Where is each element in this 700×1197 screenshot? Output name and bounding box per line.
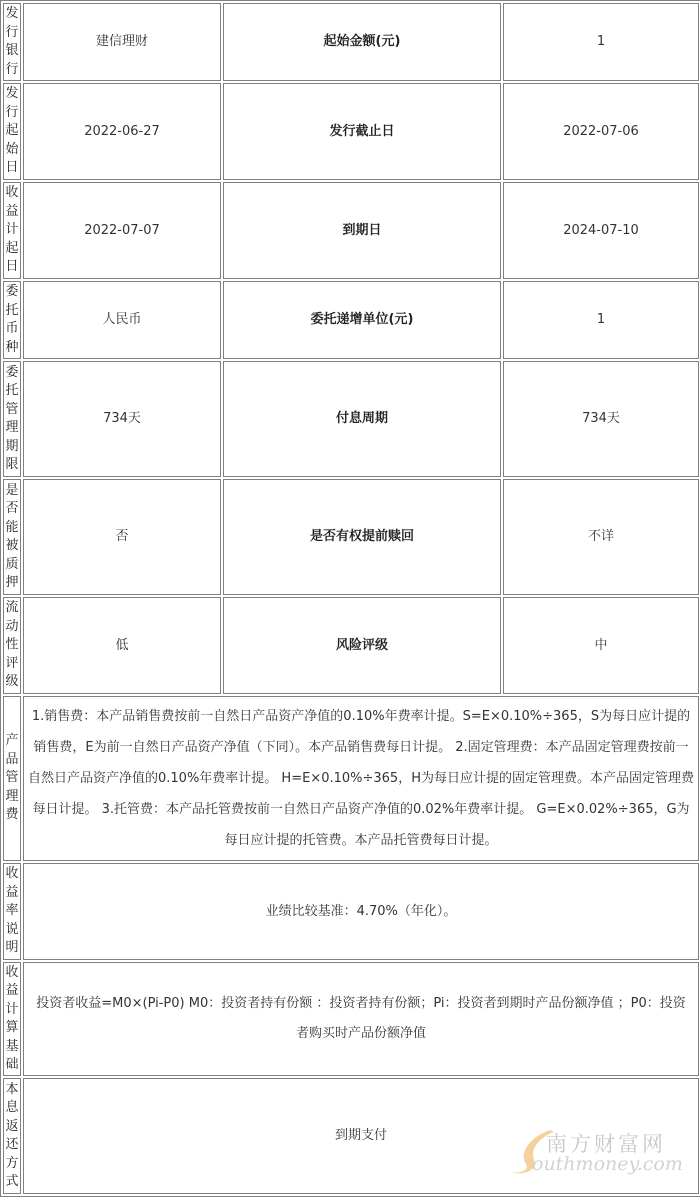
- row-value: 2024-07-10: [503, 182, 699, 279]
- row-key: 委托递增单位(元): [223, 281, 501, 359]
- row-label: 发行银行: [3, 3, 21, 81]
- row-label: 发行起始日: [3, 83, 21, 180]
- row-value: 人民币: [23, 281, 221, 359]
- row-value: 2022-07-06: [503, 83, 699, 180]
- table-row: [3, 182, 699, 279]
- table-row: [3, 361, 699, 477]
- table-row: [3, 281, 699, 359]
- row-value: 2022-07-07: [23, 182, 221, 279]
- repay-description: 到期支付: [23, 1078, 699, 1194]
- yield-label: 收益率说明: [3, 863, 21, 960]
- row-label: 委托管理期限: [3, 361, 21, 477]
- row-label: 流动性评级: [3, 597, 21, 694]
- row-value: 734天: [503, 361, 699, 477]
- row-value: 不详: [503, 479, 699, 595]
- basis-label: 收益计算基础: [3, 962, 21, 1076]
- repay-label: 本息返还方式: [3, 1078, 21, 1194]
- fee-description: 1.销售费：本产品销售费按前一自然日产品资产净值的0.10%年费率计提。S=E×0.10%÷365，S为每日应计提的销售费，E为前一自然日产品资产净值（下同）。本产品销售费每日计提。 2.固定管理费：本产品固定管理费按前一自然日产品资产净值的0.10%年费率计提。 H=E×0.10%÷365，H为每日应计提的固定管理费。本产品固定管理费每日计提。 3.托管费：本产品托管费按前一自然日产品资产净值的0.02%年费率计提。 G=E×0.02%÷365，G为每日应计提的托管费。本产品托管费每日计提。: [23, 696, 699, 861]
- row-label: 收益计起日: [3, 182, 21, 279]
- table-row: [3, 863, 699, 960]
- table-row: [3, 962, 699, 1076]
- row-label: 委托币种: [3, 281, 21, 359]
- row-key: 是否有权提前赎回: [223, 479, 501, 595]
- row-key: 起始金额(元): [223, 3, 501, 81]
- row-value: 否: [23, 479, 221, 595]
- yield-description: 业绩比较基准：4.70%（年化）。: [23, 863, 699, 960]
- row-key: 付息周期: [223, 361, 501, 477]
- row-value: 低: [23, 597, 221, 694]
- table-row: [3, 696, 699, 861]
- row-label: 是否能被质押: [3, 479, 21, 595]
- row-value: 1: [503, 3, 699, 81]
- row-value: 中: [503, 597, 699, 694]
- row-value: 建信理财: [23, 3, 221, 81]
- watermark-logo: [504, 1126, 698, 1178]
- basis-description: 投资者收益=M0×(Pi-P0) M0：投资者持有份额 ：投资者持有份额；Pi：投资者到期时产品份额净值 ；P0：投资者购买时产品份额净值: [23, 962, 699, 1076]
- table-row: [3, 83, 699, 180]
- table-row: [3, 479, 699, 595]
- fee-label: 产品管理费: [3, 696, 21, 861]
- row-key: 到期日: [223, 182, 501, 279]
- table-row: [3, 597, 699, 694]
- row-value: 1: [503, 281, 699, 359]
- row-value: 2022-06-27: [23, 83, 221, 180]
- table-row: [3, 3, 699, 81]
- row-key: 风险评级: [223, 597, 501, 694]
- watermark-cn: 南方财富网: [546, 1132, 666, 1156]
- watermark-en: outhmoney.com: [532, 1153, 683, 1175]
- row-value: 734天: [23, 361, 221, 477]
- row-key: 发行截止日: [223, 83, 501, 180]
